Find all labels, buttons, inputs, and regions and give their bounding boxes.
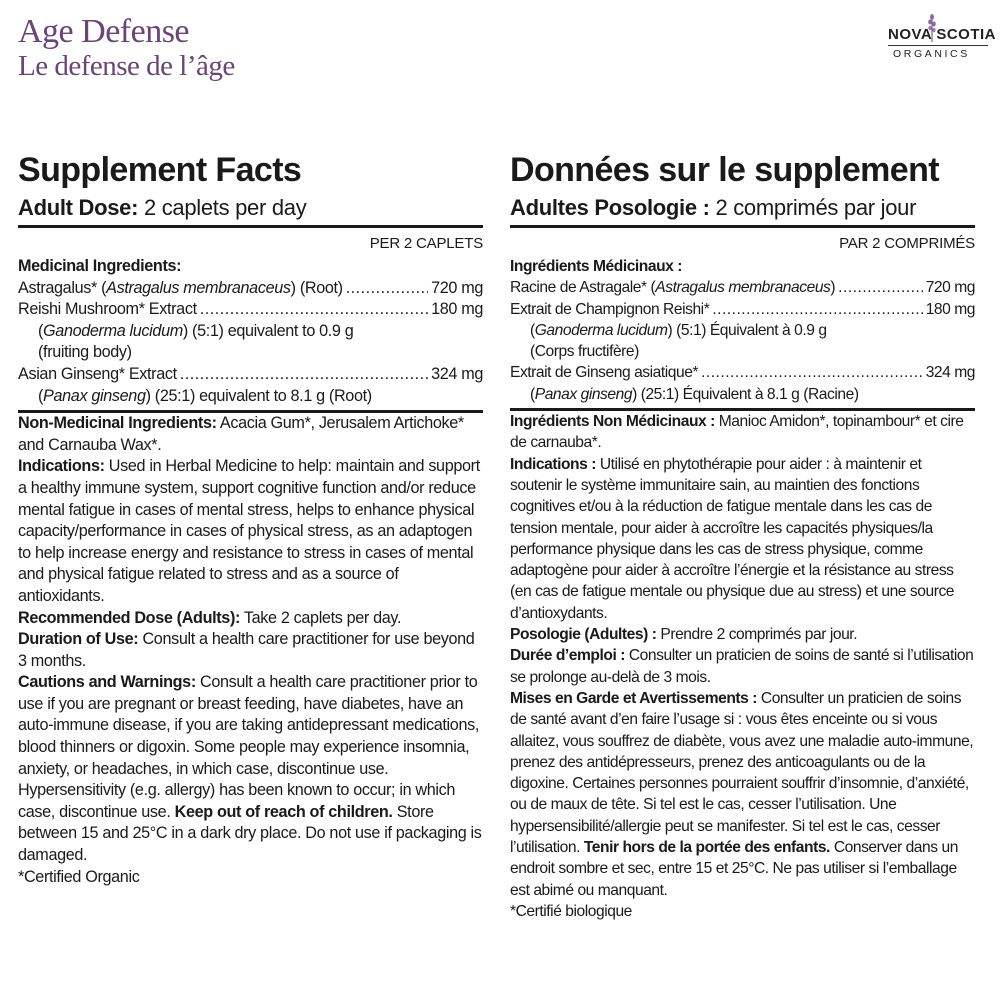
ingredient-amount: 720 mg bbox=[431, 278, 483, 297]
non-medicinal-ingredients: Ingrédients Non Médicinaux : Manioc Amidon*, topinambour* et cire de carnauba*. bbox=[510, 413, 964, 452]
ingredient-amount: 324 mg bbox=[431, 364, 483, 383]
cautions-warnings: Cautions and Warnings: Consult a health care practitioner prior to use if you are pregnant or breast feeding, have diabetes, have an auto-immune disease, if you are taking antidepressant medications, blood thinners or digoxin. Some people may experience insomnia, anxiety, or headaches, in which case, discontinue use. Hypersensitivity (e.g. allergy) has been known to occur; in which case, discontinue use. Keep out of reach of children. Store between 15 and 25°C in a dark dry place. Do not use if packaging is damaged. bbox=[18, 673, 482, 865]
facts-title: Données sur le supplement bbox=[510, 151, 939, 189]
label-text-en bbox=[18, 413, 483, 888]
dose-value: 2 caplets per day bbox=[138, 195, 307, 220]
ingredient-amount: 180 mg bbox=[925, 300, 975, 318]
ingredient-detail: (Ganoderma lucidum) (5:1) equivalent to 0.9 g bbox=[38, 321, 354, 340]
divider bbox=[18, 225, 483, 228]
logo-wordmark: NOVA SCOTIA bbox=[888, 26, 997, 43]
product-title-fr: Le defense de l’âge bbox=[18, 50, 235, 82]
facts-title: Supplement Facts bbox=[18, 151, 302, 189]
certified-organic-note: *Certified Organic bbox=[18, 867, 140, 886]
indications: Indications : Utilisé en phytothérapie pour aider : à maintenir et soutenir le système immunitaire sain, au maintien des fonctions cognitives et/ou à la réduction de fatigue mentale dans les cas de tension mentale, pour aider à accroître les capacités physiques/la performance physique dans les cas de stress physique, comme adaptogène pour aider à accroître l’énergie et la résistance au stress (en cas de fatigue mentale ou physique due au stress) et une source d’antioxydants. bbox=[510, 455, 955, 622]
ingredient-row: Extrait de Ginseng asiatique* ..... 324 mg bbox=[510, 362, 975, 383]
dose-value: 2 comprimés par jour bbox=[709, 195, 917, 220]
recommended-dose: Posologie (Adultes) : Prendre 2 comprimés par jour. bbox=[510, 626, 858, 644]
label-text-fr bbox=[510, 411, 975, 922]
ingredient-detail: (fruiting body) bbox=[38, 343, 132, 362]
ingredient-row: Reishi Mushroom* Extract ..... 180 mg bbox=[18, 299, 483, 321]
ingredient-amount: 720 mg bbox=[925, 279, 975, 297]
ingredient-row: Extrait de Champignon Reishi* ..... 180 mg bbox=[510, 299, 975, 320]
logo-subtitle: ORGANICS bbox=[893, 48, 970, 60]
divider bbox=[510, 225, 975, 228]
ingredient-detail: (Ganoderma lucidum) (5:1) Équivalent à 0.9 g bbox=[530, 321, 827, 339]
logo-divider bbox=[888, 45, 988, 46]
duration-of-use: Duration of Use: Consult a health care practitioner for use beyond 3 months. bbox=[18, 630, 475, 670]
brand-logo bbox=[888, 12, 997, 64]
dose-label: Adult Dose: bbox=[18, 195, 139, 220]
cautions-warnings: Mises en Garde et Avertissements : Consulter un praticien de soins de santé avant d’en faire l’usage si : vous êtes enceinte ou si vous allaitez, vous souffrez de diabète, vous avez une maladie auto-immune, prenez des antidépresseurs, prenez des anticoagulants ou de la digoxine. Certaines personnes pourraient souffrir d’insomnie, d’anxiété, ou de maux de tête. Si tel est le cas, cesser l’utilisation. Une hypersensibilité/allergie peut se manifester. Si tel est le cas, cesser l’utilisation. Tenir hors de la portée des enfants. Conserver dans un endroit sombre et sec, entre 15 et 25°C. Ne pas utiliser si l’emballage est abimé ou manquant. bbox=[510, 689, 974, 899]
ingredient-detail: (Corps fructifère) bbox=[530, 343, 639, 361]
supplement-facts-en bbox=[18, 150, 483, 888]
dose-label: Adultes Posologie : bbox=[510, 195, 710, 220]
ingredient-amount: 180 mg bbox=[431, 300, 483, 319]
duration-of-use: Durée d’emploi : Consulter un praticien de soins de santé si l’utilisation se prolonge au-delà de 3 mois. bbox=[510, 647, 974, 686]
medicinal-ingredients bbox=[510, 256, 975, 405]
adult-dose bbox=[510, 194, 975, 222]
recommended-dose: Recommended Dose (Adults): Take 2 caplets per day. bbox=[18, 608, 402, 627]
ingredient-detail: (Panax ginseng) (25:1) Équivalent à 8.1 g (Racine) bbox=[530, 385, 859, 403]
medicinal-heading: Ingrédients Médicinaux : bbox=[510, 258, 683, 275]
adult-dose bbox=[18, 194, 483, 222]
indications: Indications: Used in Herbal Medicine to help: maintain and support a healthy immune system, support cognitive function and/or reduce mental fatigue in cases of mental stress, helps to enhance physical capacity/performance in cases of physical stress, as an adaptogen to help increase energy and resistance to stress in cases of mental and physical fatigue related to stress and as a source of antioxidants. bbox=[18, 457, 480, 605]
ingredient-row: Asian Ginseng* Extract ..... 324 mg bbox=[18, 364, 483, 386]
per-serving-label: PAR 2 COMPRIMÉS bbox=[839, 235, 975, 252]
ingredient-amount: 324 mg bbox=[925, 364, 975, 382]
medicinal-heading: Medicinal Ingredients: bbox=[18, 257, 182, 275]
per-serving-label: PER 2 CAPLETS bbox=[369, 235, 483, 252]
certified-organic-note: *Certifié biologique bbox=[510, 902, 632, 920]
non-medicinal-ingredients: Non-Medicinal Ingredients: Acacia Gum*, Jerusalem Artichoke* and Carnauba Wax*. bbox=[18, 414, 464, 454]
ingredient-row: Astragalus* (Astragalus membranaceus) (Root) ..... 720 mg bbox=[18, 278, 483, 300]
product-title-en: Age Defense bbox=[18, 13, 190, 50]
ingredient-detail: (Panax ginseng) (25:1) equivalent to 8.1 g (Root) bbox=[38, 386, 372, 405]
ingredient-row: Racine de Astragale* (Astragalus membranaceus) ..... 720 mg bbox=[510, 277, 975, 298]
medicinal-ingredients bbox=[18, 256, 483, 407]
supplement-facts-fr bbox=[510, 150, 975, 922]
